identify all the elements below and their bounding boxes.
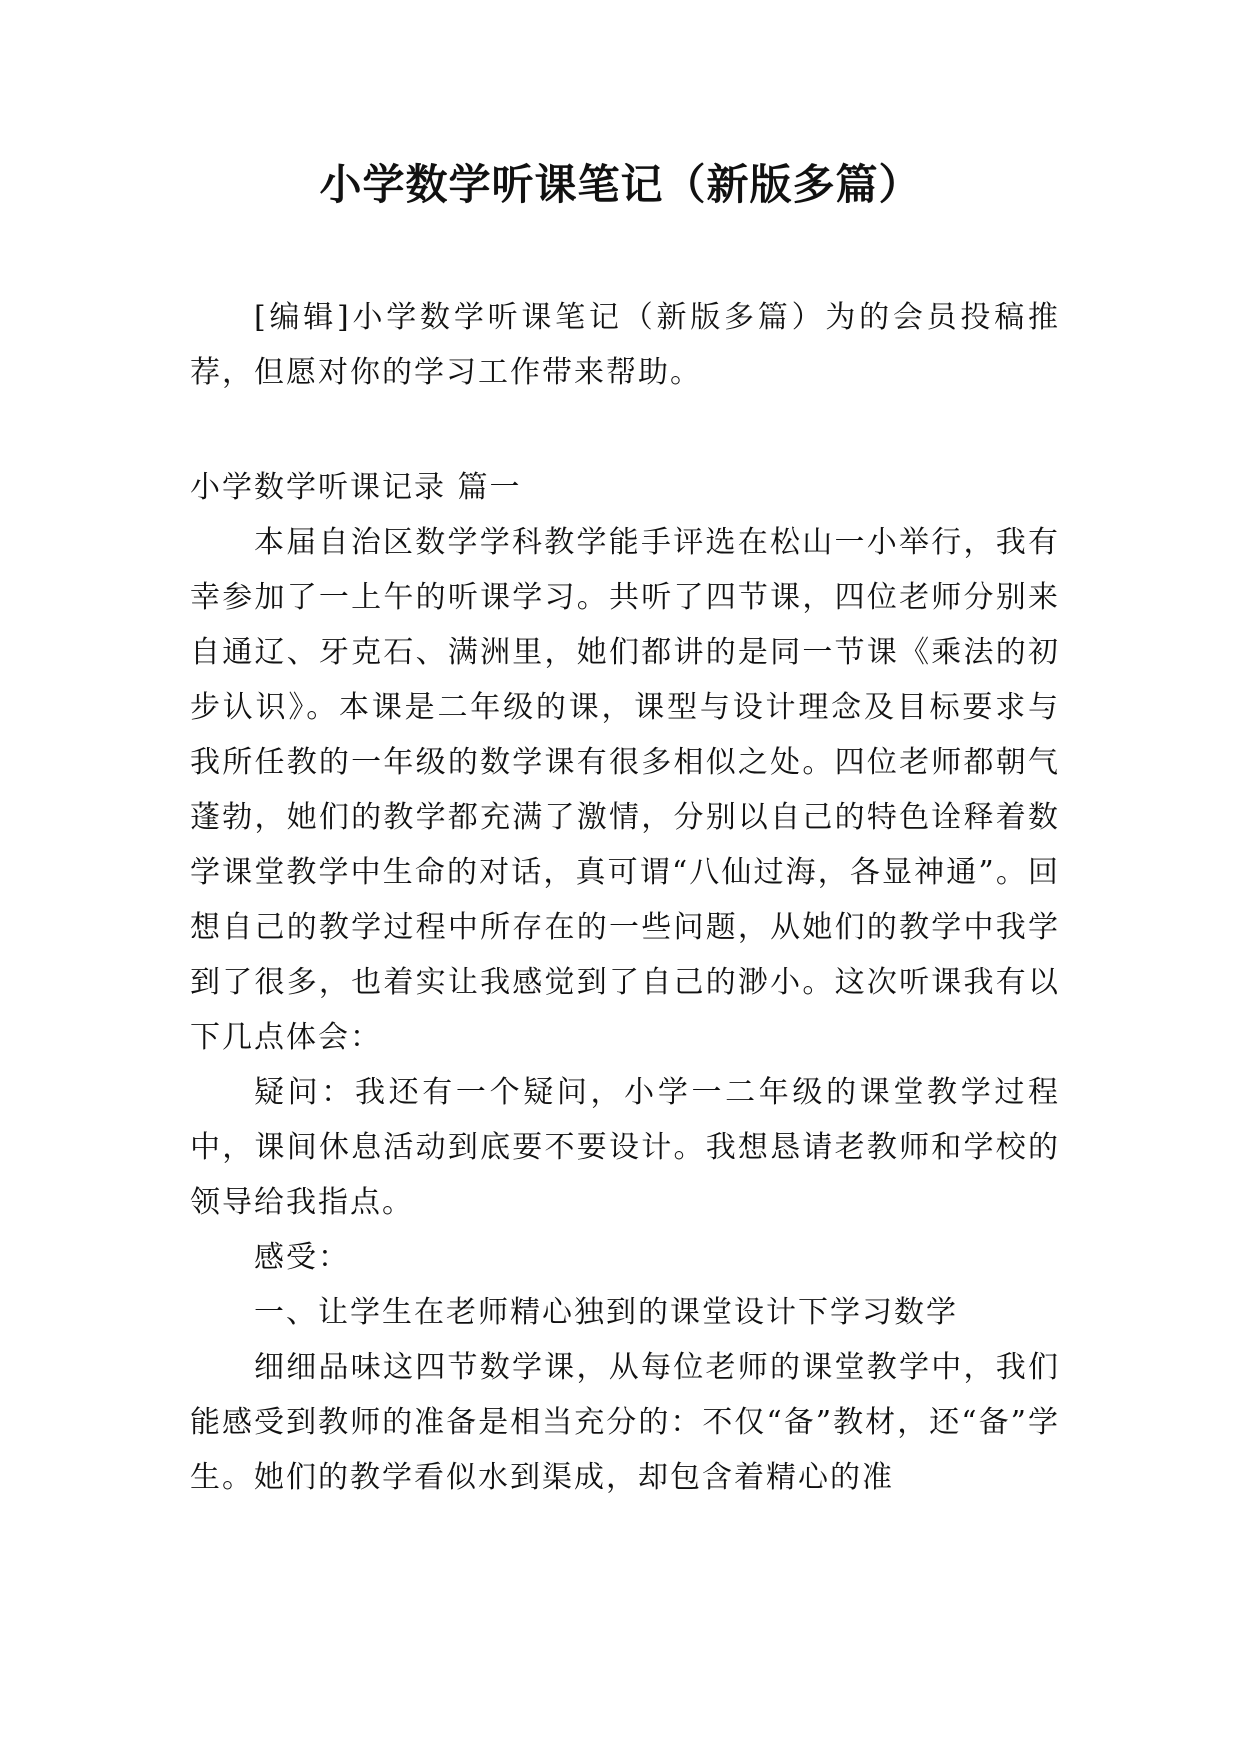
body-paragraph: 一、让学生在老师精心独到的课堂设计下学习数学 (254, 1295, 958, 1330)
section-spacer (190, 400, 1060, 460)
body-paragraph: 感受： (254, 1240, 350, 1275)
document-body (190, 290, 1060, 1505)
section-heading: 小学数学听课记录 篇一 (190, 470, 522, 505)
intro-paragraph: [编辑]小学数学听课笔记（新版多篇）为的会员投稿推荐，但愿对你的学习工作带来帮助。 (190, 300, 1060, 390)
body-paragraph: 本届自治区数学学科教学能手评选在松山一小举行，我有幸参加了一上午的听课学习。共听了四节课，四位老师分别来自通辽、牙克石、满洲里，她们都讲的是同一节课《乘法的初步认识》。本课是二年级的课，课型与设计理念及目标要求与我所任教的一年级的数学课有很多相似之处。四位老师都朝气蓬勃，她们的教学都充满了激情，分别以自己的特色诠释着数学课堂教学中生命的对话，真可谓“八仙过海，各显神通”。回想自己的教学过程中所存在的一些问题，从她们的教学中我学到了很多，也着实让我感觉到了自己的渺小。这次听课我有以下几点体会： (190, 525, 1060, 1055)
document-title: 小学数学听课笔记（新版多篇） (319, 160, 922, 209)
body-paragraph: 疑问：我还有一个疑问，小学一二年级的课堂教学过程中，课间休息活动到底要不要设计。我想恳请老教师和学校的领导给我指点。 (190, 1075, 1060, 1220)
body-paragraph: 细细品味这四节数学课，从每位老师的课堂教学中，我们能感受到教师的准备是相当充分的：不仅“备”教材，还“备”学生。她们的教学看似水到渠成，却包含着精心的准 (190, 1350, 1060, 1495)
